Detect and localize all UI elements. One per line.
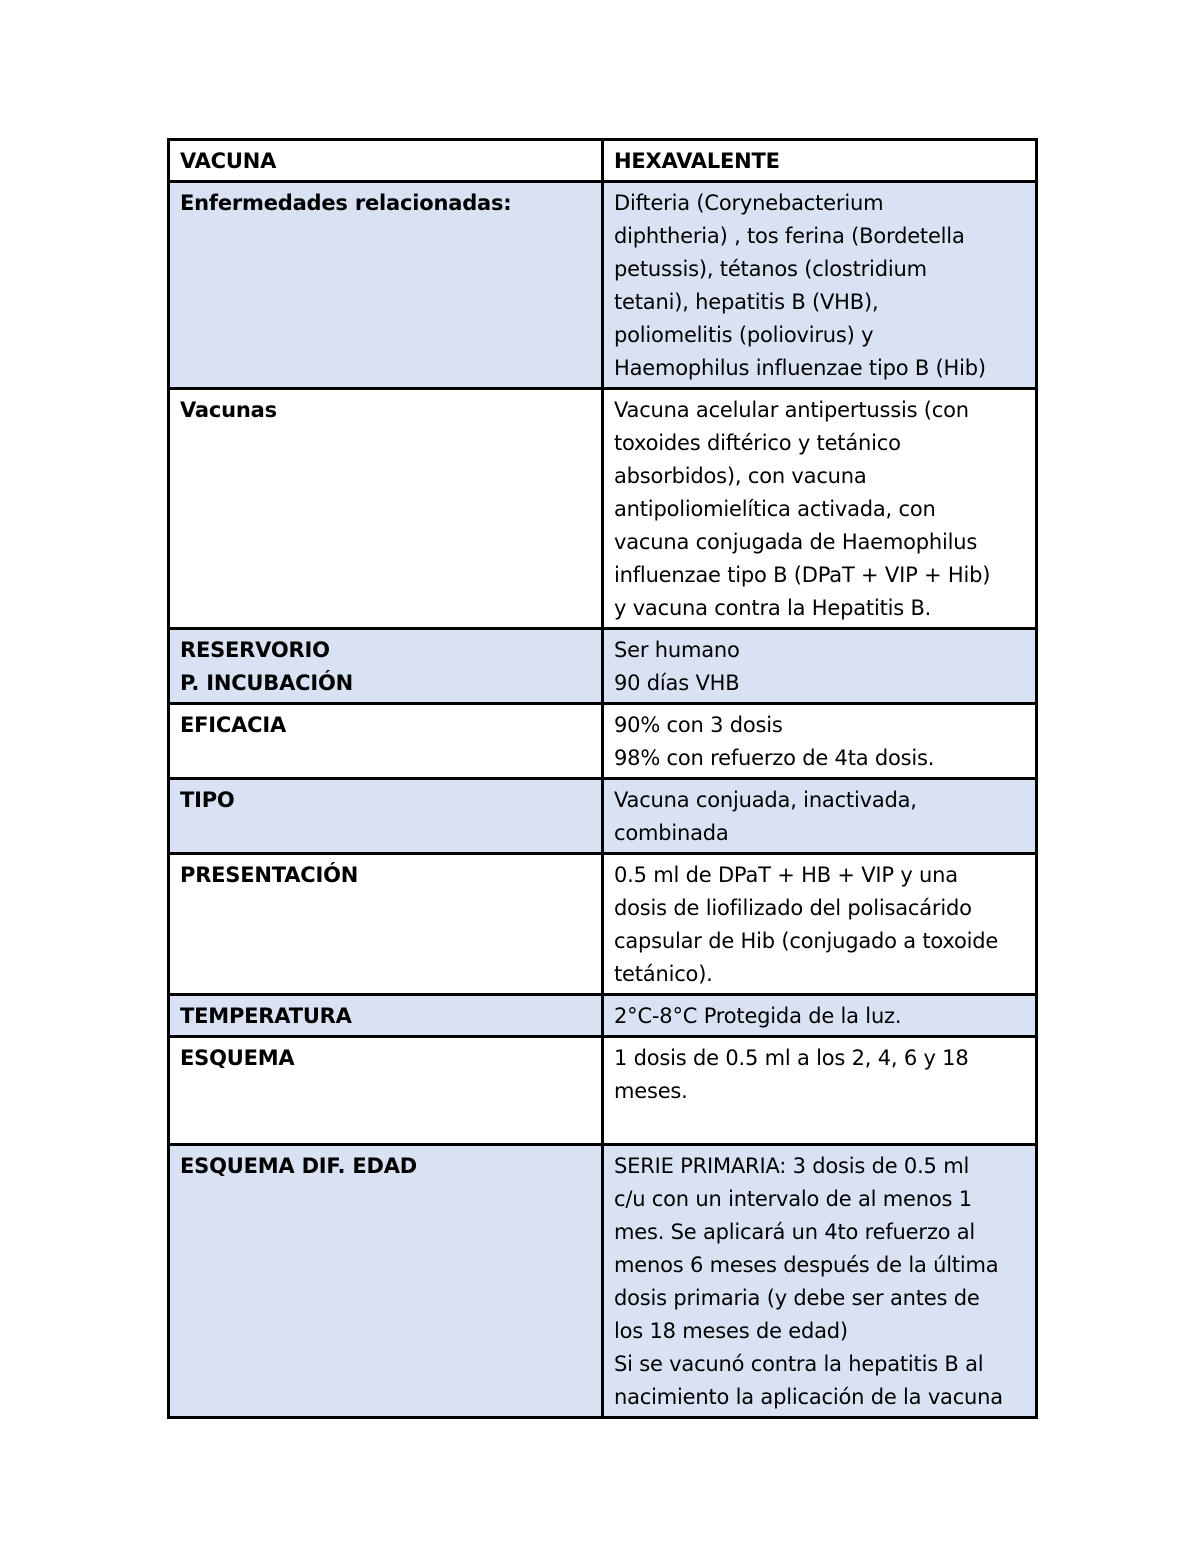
row-label: Enfermedades relacionadas:: [180, 191, 512, 215]
row-value-line: 1 dosis de 0.5 ml a los 2, 4, 6 y 18: [614, 1046, 969, 1070]
row-label: TEMPERATURA: [180, 1004, 352, 1028]
row-value-cell: [603, 1037, 1037, 1145]
row-value-line: dosis primaria (y debe ser antes de: [614, 1286, 980, 1310]
row-label: TIPO: [180, 788, 235, 812]
row-label-cell: [169, 854, 603, 995]
row-value-line: 90 días VHB: [614, 671, 740, 695]
table-row-presentacion: [169, 854, 1037, 995]
row-value-line: 98% con refuerzo de 4ta dosis.: [614, 746, 935, 770]
header-value-cell: [603, 140, 1037, 182]
row-value-line: Vacuna conjuada, inactivada,: [614, 788, 917, 812]
row-label-cell: [169, 1037, 603, 1145]
row-value-line: antipoliomielítica activada, con: [614, 497, 936, 521]
row-value-line: c/u con un intervalo de al menos 1: [614, 1187, 972, 1211]
row-value-line: y vacuna contra la Hepatitis B.: [614, 596, 932, 620]
table-row-reservorio: [169, 629, 1037, 704]
row-label: EFICACIA: [180, 713, 287, 737]
row-value-line: 90% con 3 dosis: [614, 713, 783, 737]
row-label: Vacunas: [180, 398, 277, 422]
row-label: RESERVORIO: [180, 638, 330, 662]
row-label-cell: [169, 995, 603, 1037]
row-label-cell: [169, 629, 603, 704]
row-value-line: vacuna conjugada de Haemophilus: [614, 530, 978, 554]
header-value: HEXAVALENTE: [614, 149, 780, 173]
row-label: P. INCUBACIÓN: [180, 671, 353, 695]
row-value-line: mes. Se aplicará un 4to refuerzo al: [614, 1220, 976, 1244]
row-value-cell: [603, 995, 1037, 1037]
row-value-line: los 18 meses de edad): [614, 1319, 848, 1343]
row-label: PRESENTACIÓN: [180, 863, 359, 887]
table-row-vacunas: [169, 389, 1037, 629]
vaccine-info-table: [167, 138, 1038, 1419]
row-value-line: absorbidos), con vacuna: [614, 464, 867, 488]
row-value-line: Ser humano: [614, 638, 740, 662]
row-value-line: menos 6 meses después de la última: [614, 1253, 999, 1277]
row-value-line: tetani), hepatitis B (VHB),: [614, 290, 879, 314]
table-row-esquema: [169, 1037, 1037, 1145]
row-value-line: 0.5 ml de DPaT + HB + VIP y una: [614, 863, 958, 887]
row-value-cell: [603, 1145, 1037, 1418]
table-row-esquema-dif-edad: [169, 1145, 1037, 1418]
row-value-cell: [603, 779, 1037, 854]
row-value-line: Haemophilus influenzae tipo B (Hib): [614, 356, 986, 380]
row-label-cell: [169, 704, 603, 779]
row-value-line: dosis de liofilizado del polisacárido: [614, 896, 972, 920]
row-value-line: Vacuna acelular antipertussis (con: [614, 398, 969, 422]
row-value-line: influenzae tipo B (DPaT + VIP + Hib): [614, 563, 991, 587]
row-value-cell: [603, 704, 1037, 779]
header-label-cell: [169, 140, 603, 182]
row-label: ESQUEMA: [180, 1046, 295, 1070]
row-value-cell: [603, 389, 1037, 629]
row-value-line: Si se vacunó contra la hepatitis B al: [614, 1352, 984, 1376]
row-label: ESQUEMA DIF. EDAD: [180, 1154, 418, 1178]
row-value-line: petussis), tétanos (clostridium: [614, 257, 927, 281]
row-value-line: poliomelitis (poliovirus) y: [614, 323, 874, 347]
blank-line: [614, 1108, 1025, 1141]
row-value-line: diphtheria) , tos ferina (Bordetella: [614, 224, 965, 248]
row-value-line: toxoides diftérico y tetánico: [614, 431, 901, 455]
header-label: VACUNA: [180, 149, 277, 173]
table-row-eficacia: [169, 704, 1037, 779]
row-value-line: combinada: [614, 821, 729, 845]
row-value-line: Difteria (Corynebacterium: [614, 191, 884, 215]
row-value-line: 2°C-8°C Protegida de la luz.: [614, 1004, 902, 1028]
row-label-cell: [169, 182, 603, 389]
table-header-row: [169, 140, 1037, 182]
row-value-line: meses.: [614, 1079, 688, 1103]
row-value-cell: [603, 854, 1037, 995]
row-value-line: tetánico).: [614, 962, 713, 986]
row-value-line: capsular de Hib (conjugado a toxoide: [614, 929, 999, 953]
row-value-cell: [603, 182, 1037, 389]
row-label-cell: [169, 779, 603, 854]
row-value-line: SERIE PRIMARIA: 3 dosis de 0.5 ml: [614, 1154, 970, 1178]
row-value-line: nacimiento la aplicación de la vacuna: [614, 1385, 1003, 1409]
row-value-cell: [603, 629, 1037, 704]
row-label-cell: [169, 1145, 603, 1418]
table-row-temperatura: [169, 995, 1037, 1037]
row-label-cell: [169, 389, 603, 629]
table-row-tipo: [169, 779, 1037, 854]
table-row-enfermedades: [169, 182, 1037, 389]
